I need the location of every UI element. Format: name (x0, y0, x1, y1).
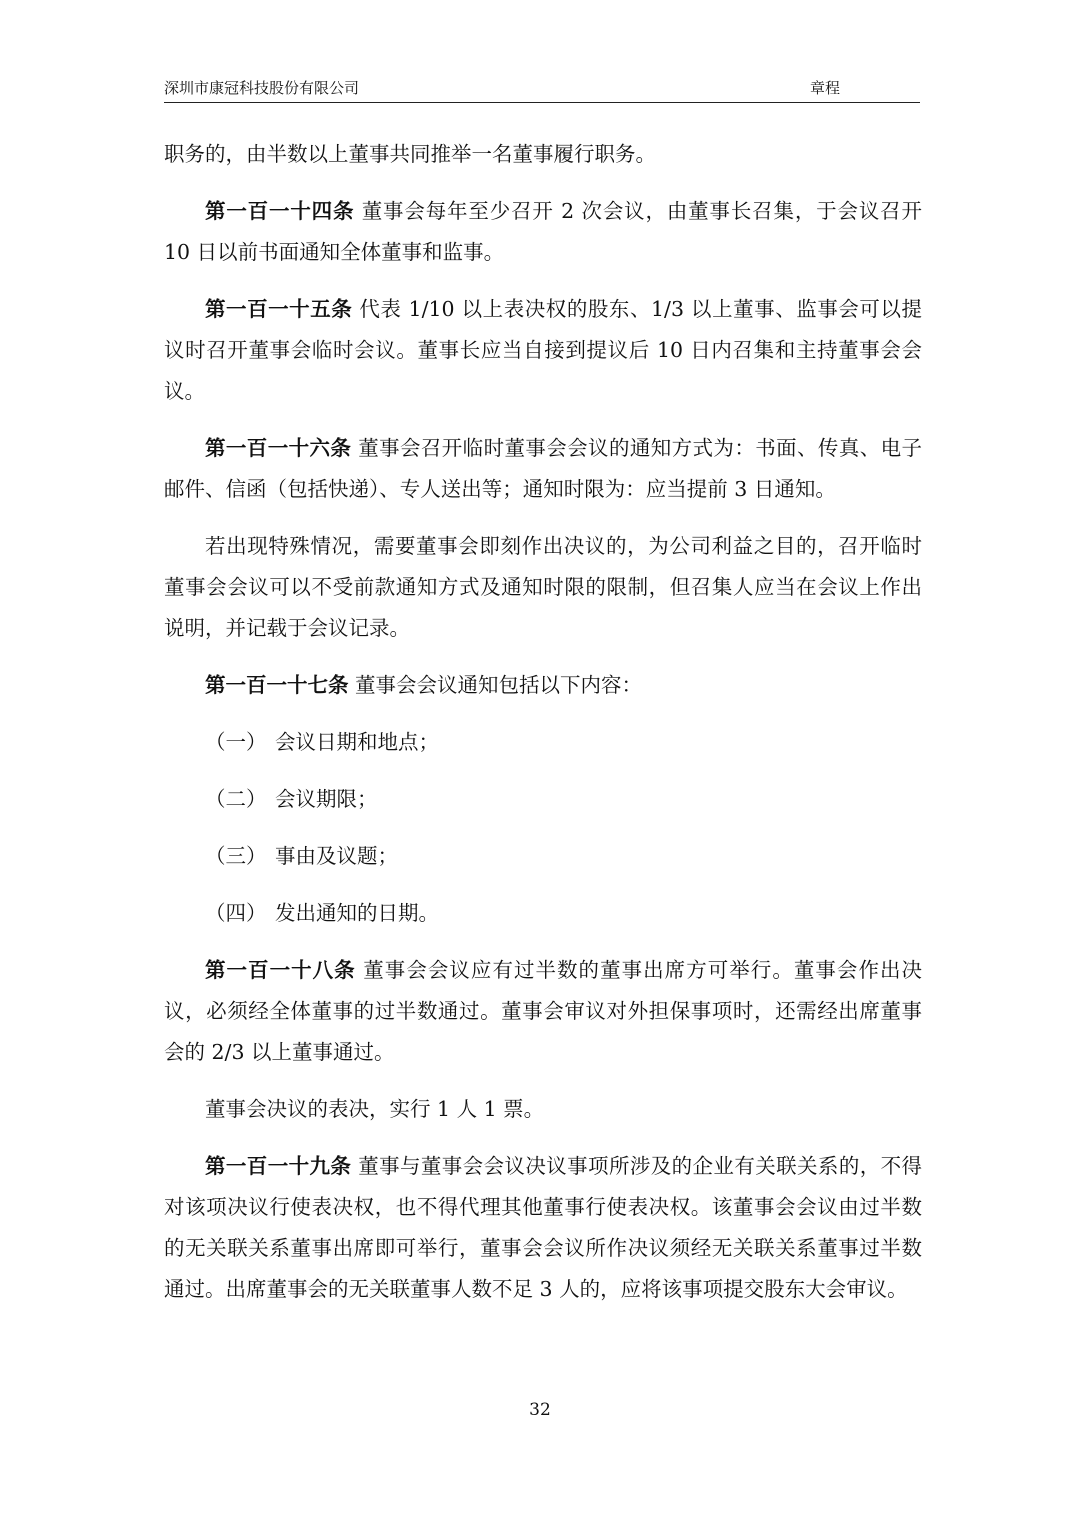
article-118 (164, 950, 922, 1073)
article-text: 代表 1/10 以上表决权的股东、1/3 以上董事、监事会可以提议时召开董事会临时会议。董事长应当自接到提议后 10 日内召集和主持董事会会议。 (164, 297, 922, 403)
article-116 (164, 428, 922, 510)
list-item-number: （四） (205, 901, 267, 925)
header-company-name: 深圳市康冠科技股份有限公司 (164, 79, 360, 97)
list-item (164, 779, 922, 820)
page-header (164, 76, 920, 103)
page-number: 32 (529, 1400, 551, 1420)
list-item-text: 会议日期和地点； (275, 730, 439, 754)
list-item-number: （一） (205, 730, 267, 754)
article-117 (164, 665, 922, 706)
article-115 (164, 289, 922, 412)
article-number: 第一百一十四条 (205, 199, 355, 223)
list-item (164, 893, 922, 934)
list-item-text: 事由及议题； (275, 844, 398, 868)
article-number: 第一百一十五条 (205, 297, 353, 321)
article-text: 董事会会议通知包括以下内容： (355, 673, 643, 697)
list-item-number: （二） (205, 787, 267, 811)
article-number: 第一百一十七条 (205, 673, 349, 697)
article-number: 第一百一十九条 (205, 1154, 352, 1178)
article-114 (164, 191, 922, 273)
article-116-paragraph-2: 若出现特殊情况，需要董事会即刻作出决议的，为公司利益之目的，召开临时董事会会议可以不受前款通知方式及通知时限的限制，但召集人应当在会议上作出说明，并记载于会议记录。 (164, 534, 922, 640)
list-item-text: 发出通知的日期。 (275, 901, 439, 925)
article-number: 第一百一十六条 (205, 436, 352, 460)
article-118-paragraph-2: 董事会决议的表决，实行 1 人 1 票。 (205, 1097, 545, 1121)
list-item (164, 722, 922, 763)
continuation-paragraph: 职务的，由半数以上董事共同推举一名董事履行职务。 (164, 142, 656, 166)
document-body (164, 134, 922, 1326)
article-119 (164, 1146, 922, 1310)
article-text: 董事会会议应有过半数的董事出席方可举行。董事会作出决议，必须经全体董事的过半数通过。董事会审议对外担保事项时，还需经出席董事会的 2/3 以上董事通过。 (164, 958, 922, 1064)
article-text: 董事会每年至少召开 2 次会议，由董事长召集，于会议召开 10 日以前书面通知全体董事和监事。 (164, 199, 923, 264)
header-document-type: 章程 (810, 79, 841, 97)
article-number: 第一百一十八条 (205, 958, 356, 982)
list-item-text: 会议期限； (275, 787, 378, 811)
list-item-number: （三） (205, 844, 267, 868)
article-text: 董事会召开临时董事会会议的通知方式为：书面、传真、电子邮件、信函（包括快递）、专人送出等；通知时限为：应当提前 3 日通知。 (164, 436, 923, 501)
article-text: 董事与董事会会议决议事项所涉及的企业有关联关系的，不得对该项决议行使表决权，也不得代理其他董事行使表决权。该董事会会议由过半数的无关联关系董事出席即可举行，董事会会议所作决议须经无关联关系董事过半数通过。出席董事会的无关联董事人数不足 3 人的，应将该事项提交股东大会审议。 (164, 1154, 923, 1301)
list-item (164, 836, 922, 877)
